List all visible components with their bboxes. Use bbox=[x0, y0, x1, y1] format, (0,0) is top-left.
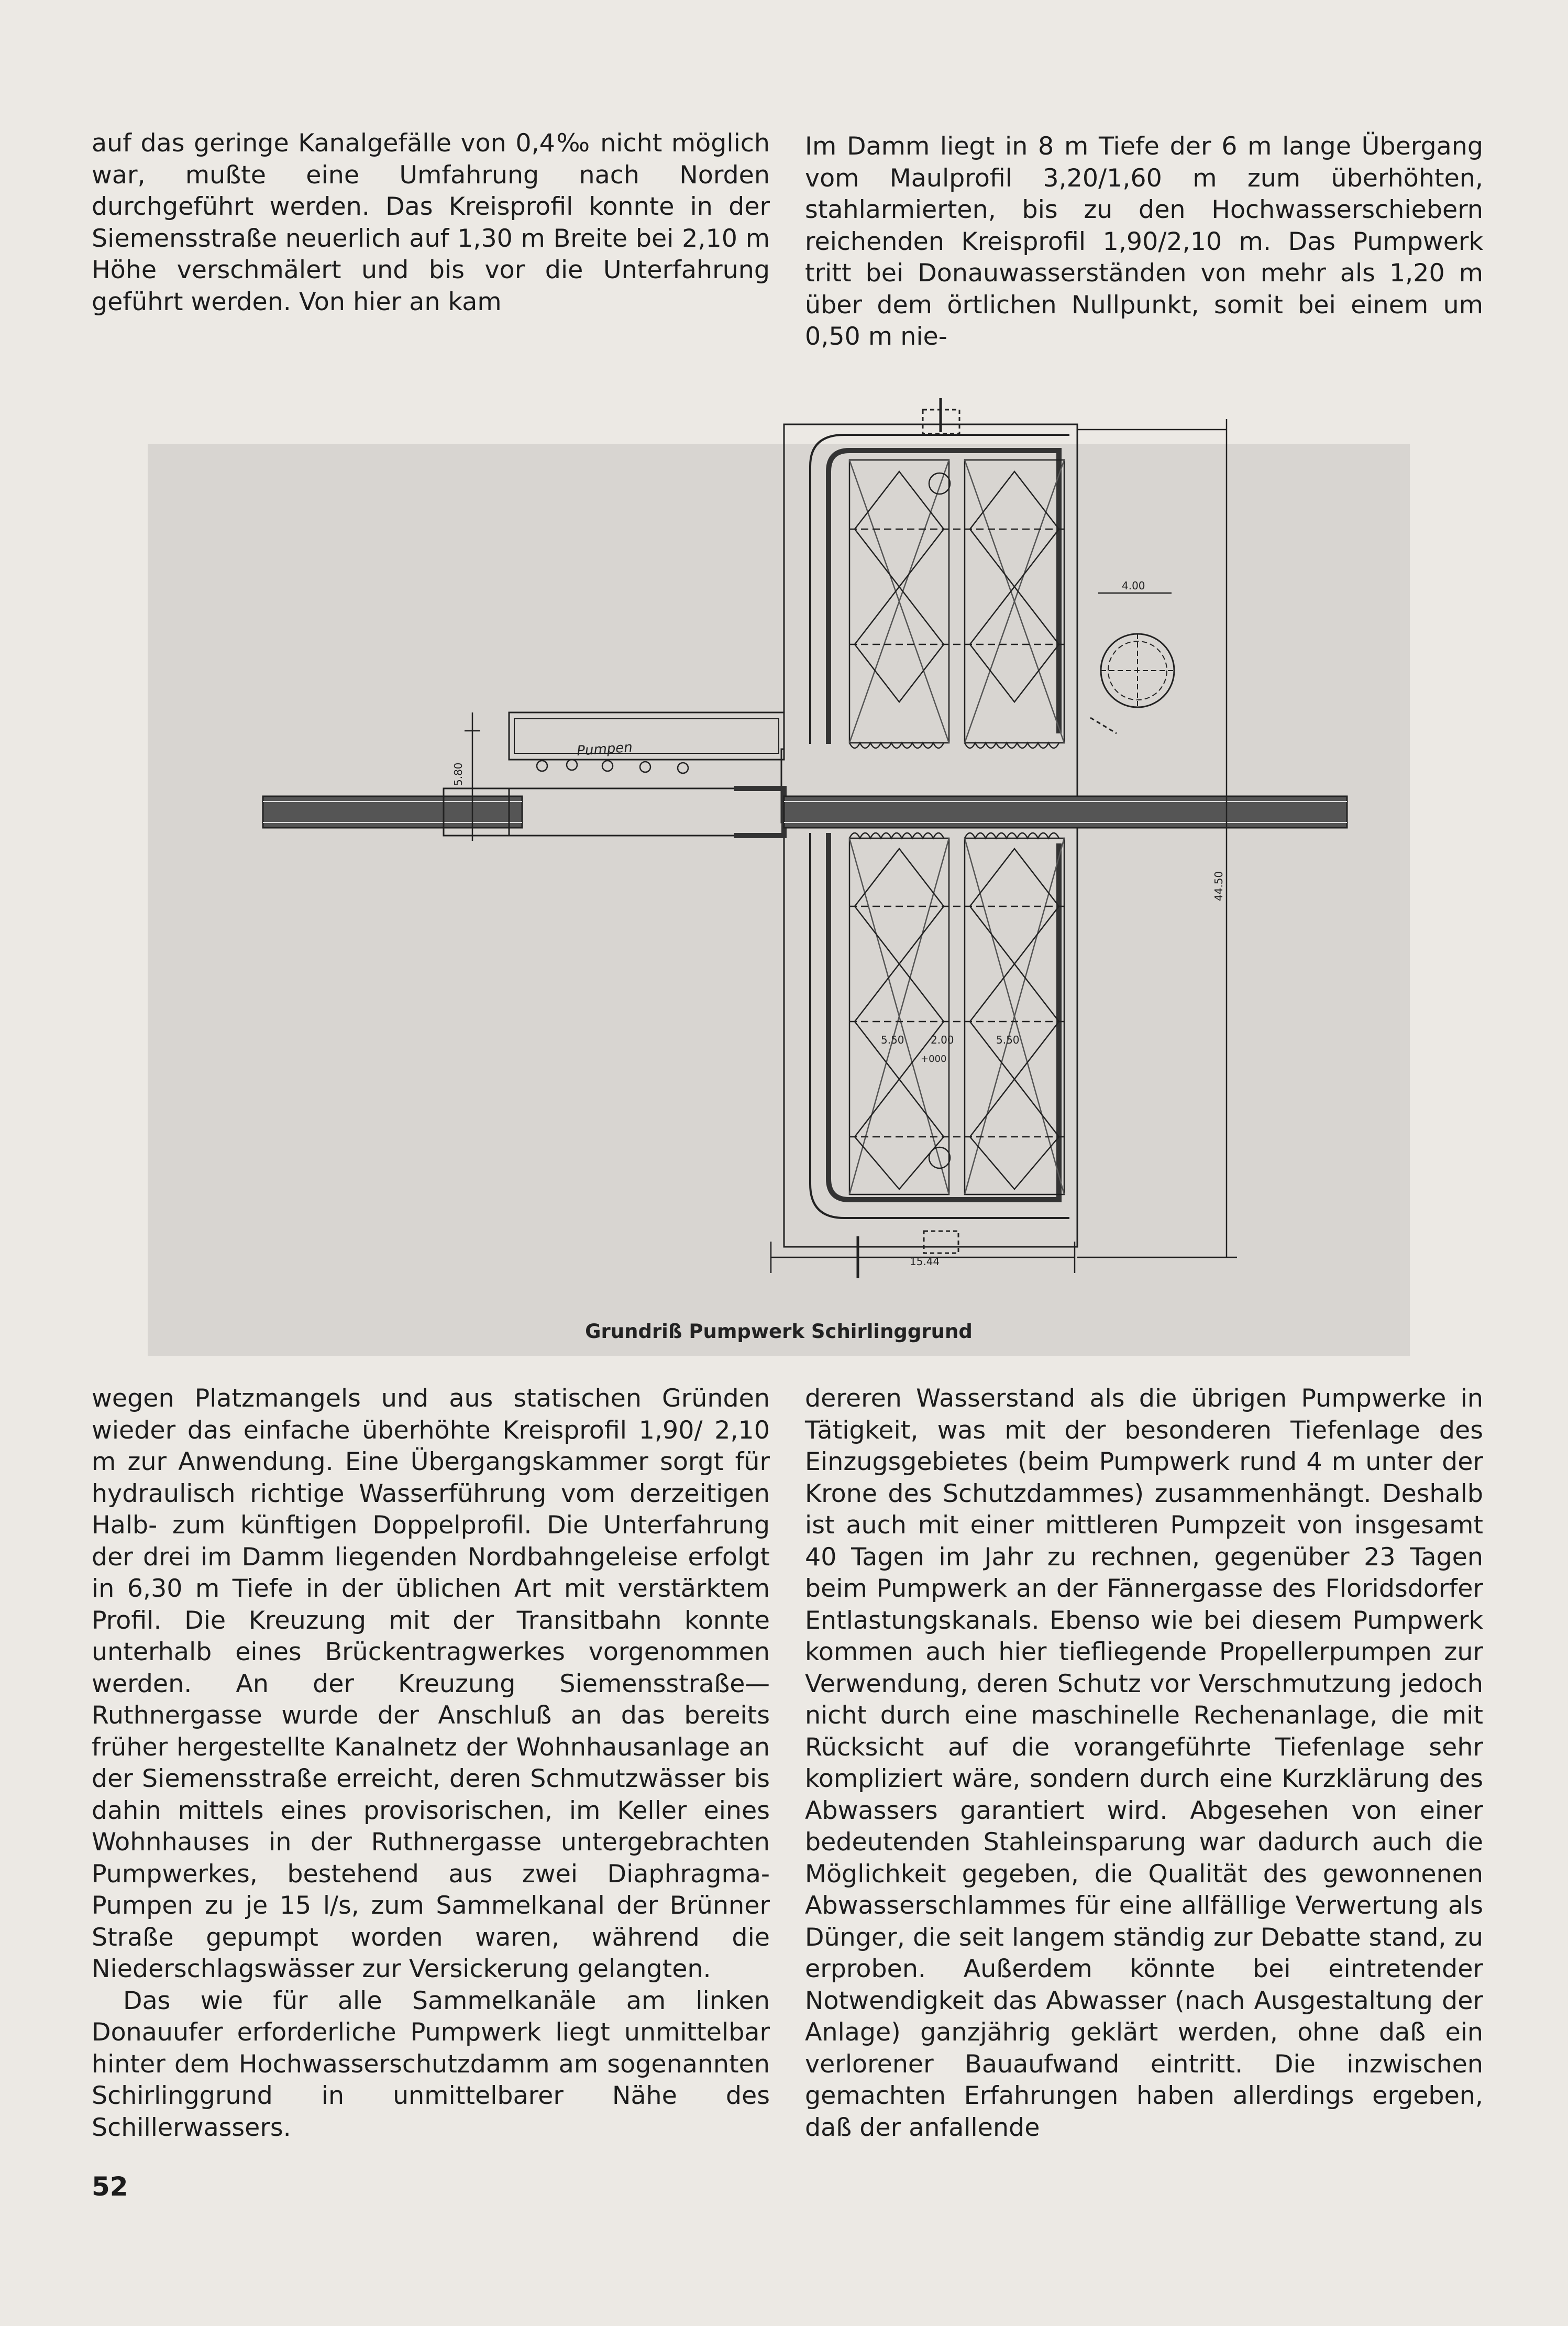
dim-left-height: 5.80 bbox=[452, 762, 465, 786]
pumps bbox=[537, 760, 688, 773]
figure-caption: Grundriß Pumpwerk Schirlinggrund bbox=[585, 1320, 973, 1343]
paragraph: wegen Platzmangels und aus statischen Gründen wieder das einfache überhöhte Kreisprofil 1,90/ 2,10 m zur Anwendung. Eine Übergangskammer sorgt für hydraulisch richtige Wasserführung vom derzeitigen Halb- zum künftigen Doppelprofil. Die Unterfahrung der drei im Damm liegenden Nordbahngeleise erfolgt in 6,30 m Tiefe in der üblichen Art mit verstärktem Profil. Die Kreuzung mit der Transitbahn konnte unterhalb eines Brückentragwerkes vorgenommen werden. An der Kreuzung Siemensstraße—Ruthnergasse wurde der Anschluß an das bereits früher hergestellte Kanalnetz der Wohnhausanlage an der Siemensstraße erreicht, deren Schmutzwässer bis dahin mittels eines provisorischen, im Keller eines Wohnhauses in der Ruthnergasse untergebrachten Pumpwerkes, bestehend aus zwei Diaphragma-Pumpen zu je 15 l/s, zum Sammelkanal der Brünner Straße gepumpt worden waren, während die Niederschlagswässer zur Versickerung gelangten. bbox=[92, 1384, 770, 1983]
page-number: 52 bbox=[92, 2171, 128, 2202]
dim-tank-mid: 2.00 bbox=[931, 1034, 954, 1046]
level-label: +000 bbox=[921, 1054, 947, 1065]
pumpen-label: Pumpen bbox=[576, 739, 633, 759]
channel-wall bbox=[829, 451, 1059, 744]
inlet-pipe bbox=[263, 788, 784, 836]
text-column-bottom-right bbox=[805, 1383, 1483, 2144]
outlet-pipe bbox=[784, 796, 1347, 828]
paragraph: Das wie für alle Sammelkanäle am linken Donauufer erforderliche Pumpwerk liegt unmittelbar hinter dem Hochwasserschutzdamm am sogenannten Schirlinggrund in unmittelbarer Nähe des Schillerwassers. bbox=[92, 1986, 770, 2142]
text-column-top-left bbox=[92, 128, 770, 318]
pump-room bbox=[509, 712, 784, 760]
paragraph: dereren Wasserstand als die übrigen Pumpwerke in Tätigkeit, was mit der besonderen Tiefenlage des Einzugsgebietes (beim Pumpwerk rund 4 m unter der Krone des Schutzdammes) zusammenhängt. Deshalb ist auch mit einer mittleren Pumpzeit von insgesamt 40 Tagen im Jahr zu rechnen, gegenüber 23 Tagen beim Pumpwerk an der Fännergasse des Floridsdorfer Entlastungskanals. Ebenso wie bei diesem Pumpwerk kommen auch hier tiefliegende Propellerpumpen zur Verwendung, deren Schutz vor Verschmutzung jedoch nicht durch eine maschinelle Rechenanlage, die mit Rücksicht auf die vorangeführte Tiefenlage sehr kompliziert wäre, sondern durch eine Kurzklärung des Abwassers garantiert wird. Abgesehen von einer bedeutenden Stahleinsparung war dadurch auch die Möglichkeit gegeben, die Qualität des gewonnenen Abwasserschlammes für eine allfällige Verwertung als Dünger, die seit langem ständig zur Debatte stand, zu erproben. Außerdem könnte bei eintretender Notwendigkeit das Abwasser (nach Ausgestaltung der Anlage) ganzjährig geklärt werden, ohne daß ein verlorener Bauaufwand eintritt. Die inzwischen gemachten Erfahrungen haben allerdings ergeben, daß der anfallende bbox=[805, 1384, 1483, 2142]
pump-room-inner bbox=[514, 719, 779, 753]
dim-bottom-width: 15.44 bbox=[910, 1255, 940, 1268]
dim-right-height: 44.50 bbox=[1212, 871, 1225, 901]
shaft bbox=[924, 1231, 958, 1253]
dimension-lines bbox=[465, 419, 1237, 1278]
dim-circle: 4.00 bbox=[1122, 579, 1145, 592]
paragraph: Im Damm liegt in 8 m Tiefe der 6 m lange Übergang vom Maulprofil 3,20/1,60 m zum überhöhten, stahlarmierten, bis zu den Hochwasserschiebern reichenden Kreisprofil 1,90/2,10 m. Das Pumpwerk tritt bei Donauwasserständen von mehr als 1,20 m über dem örtlichen Nullpunkt, somit bei einem um 0,50 m nie- bbox=[805, 132, 1483, 351]
dim-tank-b: 5.50 bbox=[996, 1034, 1020, 1046]
lower-tanks bbox=[849, 833, 1064, 1194]
paragraph: auf das geringe Kanalgefälle von 0,4‰ nicht möglich war, mußte eine Umfahrung nach Norden durchgeführt werden. Das Kreisprofil konnte in der Siemensstraße neuerlich auf 1,30 m Breite bei 2,10 m Höhe verschmälert und bis vor die Unterfahrung geführt werden. Von hier an kam bbox=[92, 129, 770, 316]
upper-tanks bbox=[849, 460, 1064, 748]
dim-tank-a: 5.50 bbox=[881, 1034, 904, 1046]
text-column-top-right bbox=[805, 131, 1483, 353]
text-column-bottom-left bbox=[92, 1383, 770, 2144]
pumping-station-floor-plan bbox=[148, 398, 1410, 1310]
connector bbox=[1090, 718, 1117, 733]
